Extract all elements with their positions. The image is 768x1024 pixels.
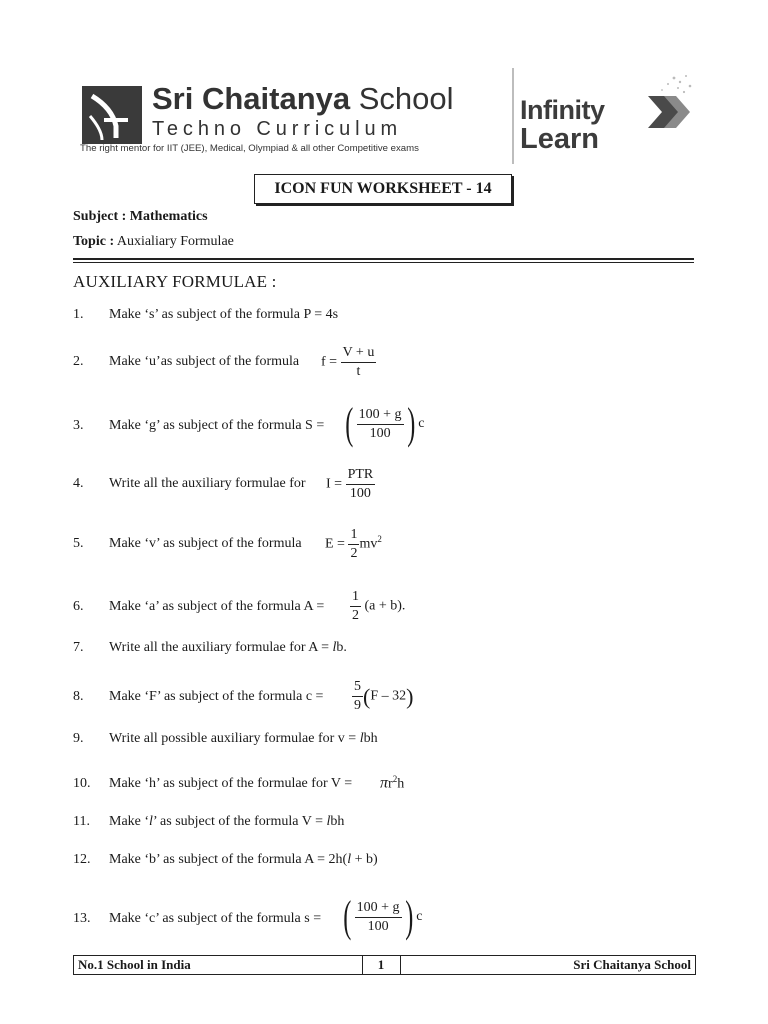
brand-subtitle: Techno Curriculum <box>152 118 403 140</box>
section-title: AUXILIARY FORMULAE : <box>73 272 277 291</box>
question-text <box>109 731 378 747</box>
header-rule-thin <box>73 262 694 263</box>
fraction-denominator: t <box>356 364 361 379</box>
question-text: Make ‘v’ as subject of the formula <box>109 536 302 551</box>
question-text-part: ’ as subject of the formula V = <box>152 814 327 829</box>
partner-name-line2: Learn <box>520 123 599 155</box>
formula-10 <box>380 774 404 793</box>
question-number: 11. <box>73 814 90 829</box>
sri-chaitanya-logo-icon <box>82 86 142 144</box>
pi-symbol: π <box>380 774 389 792</box>
topic-label: Topic : <box>73 234 115 249</box>
fraction <box>355 900 402 935</box>
footer-right-text: Sri Chaitanya School <box>573 957 691 972</box>
fraction-numerator: 5 <box>352 679 363 697</box>
question-text: Write all the auxiliary formulae for <box>109 476 306 491</box>
fraction <box>346 467 376 502</box>
fraction-denominator: 100 <box>369 425 391 441</box>
fraction <box>352 679 363 714</box>
question-number: 3. <box>73 418 84 433</box>
question-text <box>109 852 378 868</box>
question-text: Make ‘F’ as subject of the formula c = <box>109 689 324 704</box>
fraction-denominator: 100 <box>349 486 371 501</box>
question-text-part: bh <box>330 814 345 829</box>
left-paren: ( <box>343 892 352 941</box>
question-text-part: Make ‘ <box>109 814 150 829</box>
page-header <box>78 68 694 164</box>
question-number: 12. <box>73 852 91 867</box>
fraction-numerator: V + u <box>341 345 377 363</box>
fraction-denominator: 9 <box>354 698 361 713</box>
fraction-numerator: 100 + g <box>355 900 402 918</box>
formula-6 <box>350 589 405 624</box>
question-text: Make ‘s’ as subject of the formula P = 4s <box>109 307 339 322</box>
worksheet-title: ICON FUN WORKSHEET - 14 <box>254 174 512 204</box>
formula-4 <box>326 467 375 502</box>
fraction <box>357 407 404 442</box>
question-text: Make ‘u’as subject of the formula <box>109 354 300 369</box>
formula-tail: h <box>397 776 405 792</box>
question-variable: l <box>149 814 153 829</box>
subject-value: Mathematics <box>129 209 208 224</box>
formula-tail: r <box>388 776 393 792</box>
fraction-denominator: 100 <box>367 918 389 934</box>
question-number: 9. <box>73 731 84 746</box>
question-text: Make ‘c’ as subject of the formula s = <box>109 911 322 926</box>
right-paren: ) <box>406 399 415 448</box>
left-paren: ( <box>363 683 371 709</box>
fraction <box>350 589 361 624</box>
fraction-numerator: PTR <box>346 467 376 485</box>
question-text <box>109 814 344 830</box>
brand-name-school: School <box>358 81 454 116</box>
fraction-numerator: 1 <box>350 589 361 607</box>
question-variable: l <box>359 731 364 746</box>
question-variable: l <box>326 814 331 829</box>
formula-lhs: I = <box>326 476 343 492</box>
question-text-part: Write all possible auxiliary formulae for v = <box>109 731 360 746</box>
right-paren: ) <box>404 892 413 941</box>
question-text-part: Write all the auxiliary formulae for A = <box>109 640 333 655</box>
question-number: 2. <box>73 354 84 369</box>
brand-name <box>152 82 454 116</box>
page-number: 1 <box>377 957 385 972</box>
fraction-denominator: 2 <box>350 546 358 561</box>
fraction <box>341 345 377 380</box>
formula-13 <box>340 892 423 941</box>
question-text-part: Make ‘b’ as subject of the formula A = 2h( <box>109 852 348 867</box>
question-number: 6. <box>73 599 84 614</box>
question-text-part: bh <box>363 731 378 746</box>
question-number: 7. <box>73 640 84 655</box>
formula-lhs: E = <box>325 536 345 552</box>
question-text <box>109 640 347 656</box>
question-variable: l <box>347 852 352 867</box>
header-rule-thick <box>73 258 694 260</box>
question-text: Make ‘h’ as subject of the formulae for V = <box>109 776 353 791</box>
formula-3 <box>342 399 425 448</box>
header-divider <box>512 68 514 164</box>
question-text: Make ‘g’ as subject of the formula S = <box>109 418 325 433</box>
fraction <box>348 527 359 562</box>
formula-exponent: 2 <box>392 774 398 784</box>
formula-tail: mv <box>359 536 378 552</box>
question-number: 10. <box>73 776 91 791</box>
question-number: 1. <box>73 307 84 322</box>
formula-8 <box>352 679 413 714</box>
footer-separator <box>400 956 401 974</box>
infinity-learn-arrow-icon <box>634 72 698 141</box>
left-paren: ( <box>345 399 354 448</box>
right-paren: ) <box>406 683 414 709</box>
topic-value: Auxialiary Formulae <box>116 234 234 249</box>
question-number: 5. <box>73 536 84 551</box>
formula-lhs: f = <box>321 354 338 370</box>
footer-left-text: No.1 School in India <box>78 957 191 972</box>
fraction-numerator: 1 <box>348 527 359 545</box>
topic-line <box>73 234 234 250</box>
brand-tagline: The right mentor for IIT (JEE), Medical, Olympiad & all other Competitive exams <box>80 143 419 154</box>
question-variable: l <box>332 640 337 655</box>
question-number: 8. <box>73 689 84 704</box>
question-text: Make ‘a’ as subject of the formula A = <box>109 599 325 614</box>
brand-name-bold: Sri Chaitanya <box>152 81 351 116</box>
formula-tail: F – 32 <box>370 688 407 704</box>
question-text-part: b. <box>336 640 347 655</box>
fraction-denominator: 2 <box>352 608 359 623</box>
fraction-numerator: 100 + g <box>357 407 404 425</box>
formula-5 <box>325 527 382 562</box>
question-number: 4. <box>73 476 84 491</box>
formula-2 <box>321 345 376 380</box>
subject-label: Subject : <box>73 209 127 224</box>
formula-tail: c <box>416 909 423 925</box>
subject-line <box>73 209 208 225</box>
question-number: 13. <box>73 911 91 926</box>
formula-exponent: 2 <box>377 534 382 545</box>
formula-tail: c <box>418 416 425 432</box>
partner-name-line1: Infinity <box>520 95 605 125</box>
formula-tail: (a + b). <box>364 598 406 614</box>
question-text-part: + b) <box>351 852 378 867</box>
page-footer <box>73 955 696 975</box>
